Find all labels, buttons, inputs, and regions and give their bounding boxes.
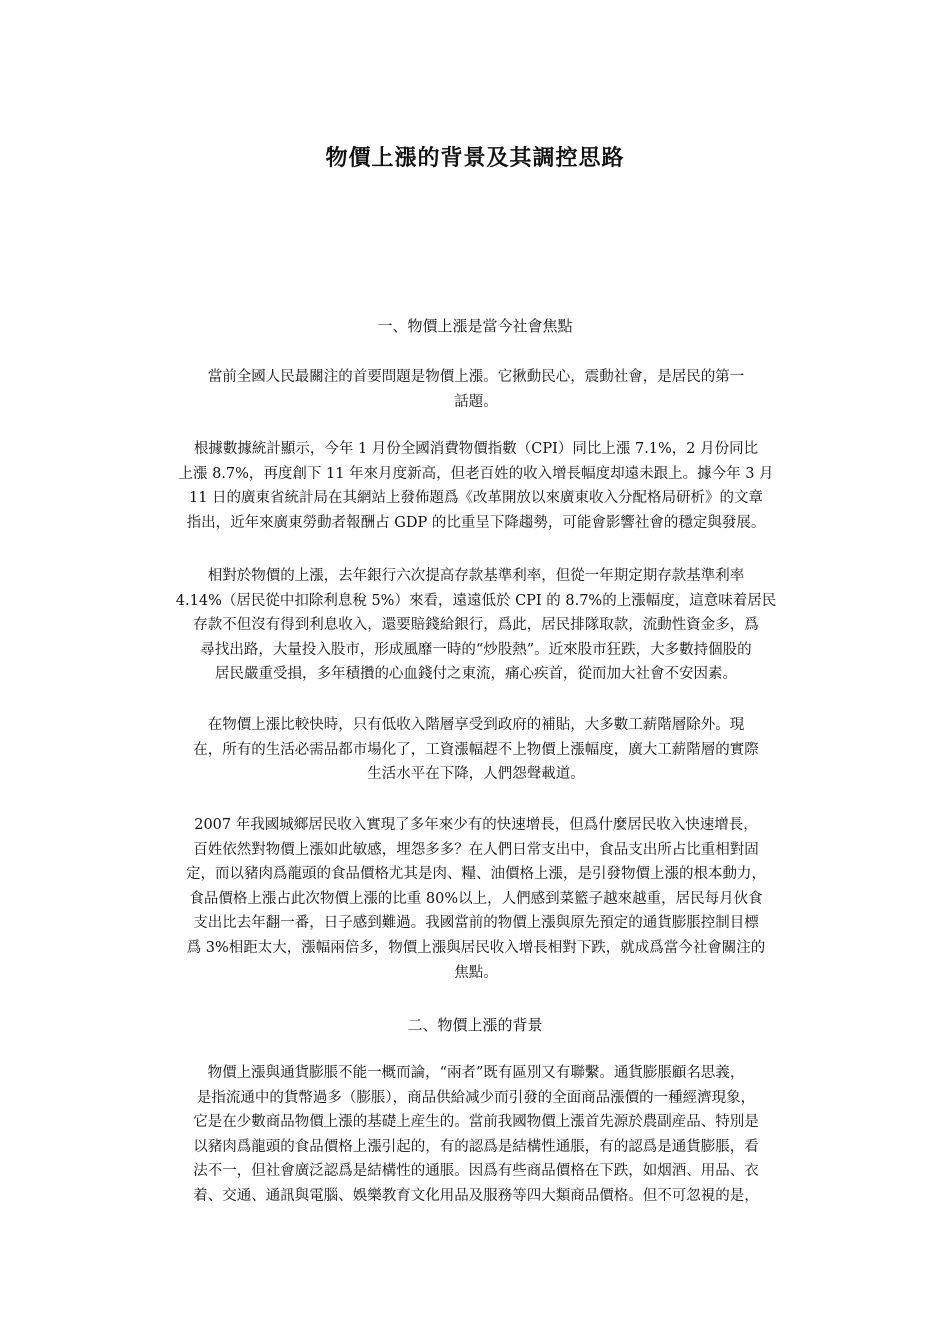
paragraph-line: 話題。 <box>454 393 498 410</box>
paragraph-line: 指出，近年來廣東勞動者報酬占 GDP 的比重呈下降趨勢，可能會影響社會的穩定與發展。 <box>186 514 766 531</box>
paragraph-4 <box>146 713 806 787</box>
paragraph-line: 物價上漲與通貨膨脹不能一概而論，“兩者”既有區別又有聯繫。通貨膨脹顧名思義， <box>207 1065 745 1081</box>
paragraph-line: 4.14%（居民從中扣除利息稅 5%）來看，遠遠低於 CPI 的 8.7%的上漲幅度，這意味着居民 <box>175 592 777 609</box>
paragraph-line: 上漲 8.7%，再度創下 11 年來月度新高，但老百姓的收入增長幅度却遠未跟上。據今年 3 月 <box>178 465 774 482</box>
section-heading-1: 一、物價上漲是當今社會焦點 <box>377 317 573 335</box>
paragraph-3 <box>146 564 806 687</box>
paragraph-line: 着、交通、通訊與電腦、娛樂教育文化用品及服務等四大類商品價格。但不可忽視的是， <box>193 1187 759 1204</box>
paragraph-line: 以豬肉爲龍頭的食品價格上漲引起的，有的認爲是結構性通脹，有的認爲是通貨膨脹，看 <box>193 1138 759 1155</box>
section-heading-2: 二、物價上漲的背景 <box>407 1016 543 1034</box>
paragraph-line: 焦點。 <box>454 964 498 981</box>
paragraph-5 <box>146 813 806 985</box>
paragraph-line: 根據數據統計顯示，今年 1 月份全國消費物價指數（CPI）同比上漲 7.1%，2 月份同比 <box>193 441 759 457</box>
paragraph-line: 11 日的廣東省統計局在其網站上發佈題爲《改革開放以來廣東收入分配格局研析》的文章 <box>188 490 764 507</box>
paragraph-line: 在物價上漲比較快時，只有低收入階層享受到政府的補貼，大多數工薪階層除外。現 <box>207 717 745 733</box>
paragraph-line: 居民嚴重受損，多年積攢的心血錢付之東流，痛心疾首，從而加大社會不安因素。 <box>215 666 737 683</box>
paragraph-line: 法不一，但社會廣泛認爲是結構性的通脹。因爲有些商品價格在下跌，如烟酒、用品、衣 <box>193 1163 759 1180</box>
paragraph-line: 它是在少數商品物價上漲的基礎上産生的。當前我國物價上漲首先源於農副産品、特別是 <box>193 1114 759 1131</box>
paragraph-line: 食品價格上漲占此次物價上漲的比重 80%以上，人們感到菜籃子越來越重，居民每月伙食 <box>189 890 763 907</box>
paragraph-6 <box>146 1061 806 1209</box>
paragraph-line: 2007 年我國城鄉居民收入實現了多年來少有的快速增長，但爲什麼居民收入快速增長， <box>194 817 758 833</box>
paragraph-line: 是指流通中的貨幣過多（膨脹），商品供給减少而引發的全面商品漲價的一種經濟現象， <box>196 1089 756 1106</box>
paragraph-line: 百姓依然對物價上漲如此敏感，埋怨多多？在人們日常支出中，食品支出所占比重相對固 <box>193 841 759 858</box>
paragraph-1 <box>146 365 806 414</box>
paragraph-line: 當前全國人民最關注的首要問題是物價上漲。它揪動民心，震動社會，是居民的第一 <box>207 369 745 385</box>
paragraph-line: 爲 3%相距太大，漲幅兩倍多，物價上漲與居民收入增長相對下跌，就成爲當今社會關注的 <box>186 939 766 956</box>
paragraph-line: 生活水平在下降，人們怨聲載道。 <box>367 766 585 783</box>
paragraph-line: 存款不但沒有得到利息收入，還要賠錢給銀行，爲此，居民排隊取款，流動性資金多，爲 <box>193 617 759 634</box>
paragraph-line: 定，而以豬肉爲龍頭的食品價格尤其是肉、糧、油價格上漲，是引發物價上漲的根本動力， <box>186 866 766 883</box>
document-title: 物價上漲的背景及其調控思路 <box>325 145 625 171</box>
paragraph-2 <box>146 437 806 535</box>
paragraph-line: 尋找出路，大量投入股市，形成風靡一時的“炒股熱”。近來股市狂跌，大多數持個股的 <box>200 641 752 658</box>
paragraph-line: 相對於物價的上漲，去年銀行六次提高存款基準利率，但從一年期定期存款基準利率 <box>207 568 745 584</box>
paragraph-line: 在，所有的生活必需品都市場化了，工資漲幅趕不上物價上漲幅度，廣大工薪階層的實際 <box>193 741 759 758</box>
paragraph-line: 支出比去年翻一番，日子感到難過。我國當前的物價上漲與原先預定的通貨膨脹控制目標 <box>193 915 759 932</box>
